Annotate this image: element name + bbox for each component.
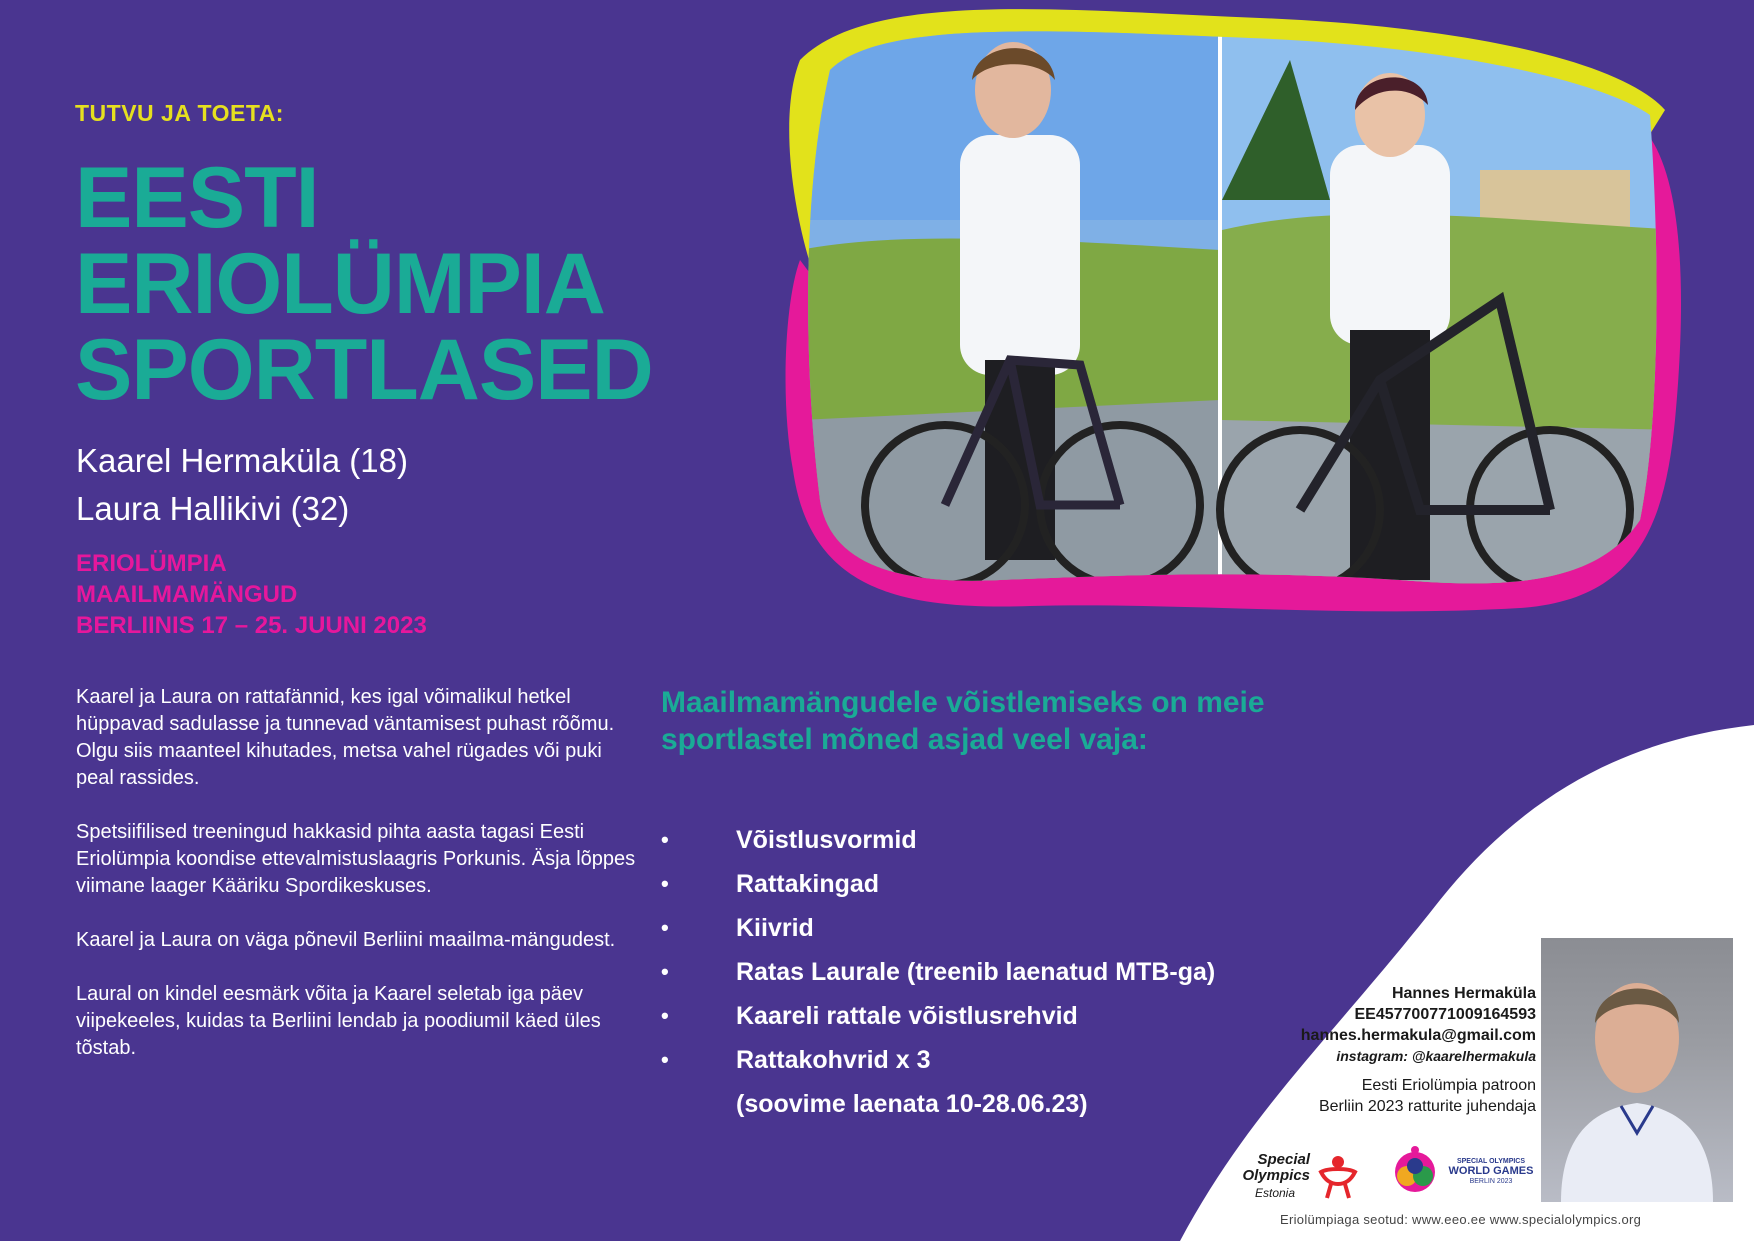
needs-item: • Kiivrid bbox=[661, 906, 1341, 950]
contact-instagram[interactable]: instagram: @kaarelhermakula bbox=[1336, 1048, 1536, 1064]
bullet-icon: • bbox=[661, 1047, 669, 1072]
footer-links[interactable]: Eriolümpiaga seotud: www.eeo.ee www.specialolympics.org bbox=[1280, 1212, 1642, 1227]
world-games-logo: SPECIAL OLYMPICS WORLD GAMES BERLIN 2023 bbox=[1385, 1140, 1535, 1200]
special-olympics-estonia-logo: Special Olympics Estonia bbox=[1215, 1150, 1365, 1200]
photo-laura bbox=[1220, 20, 1682, 620]
athlete-name: Kaarel Hermaküla (18) bbox=[76, 442, 408, 479]
needs-list bbox=[661, 818, 1341, 1126]
bullet-icon: • bbox=[661, 959, 669, 984]
story-paragraph: Laural on kindel eesmärk võita ja Kaarel seletab iga päev viipekeeles, kuidas ta Berliini lendab ja poodiumil käed üles tõstab. bbox=[76, 983, 601, 1059]
title-line: ERIOLÜMPIA bbox=[75, 236, 605, 332]
special-olympics-icon bbox=[1313, 1150, 1363, 1200]
needs-item: • Kaareli rattale võistlusrehvid bbox=[661, 994, 1341, 1038]
story-paragraph: Spetsiifilised treeningud hakkasid pihta aasta tagasi Eesti Eriolümpia koondise ettevalmistuslaagris Porkunis. Äsja lõppes viimane laager Kääriku Spordikeskuses. bbox=[76, 821, 636, 897]
story-text bbox=[76, 684, 636, 1089]
title-line: SPORTLASED bbox=[75, 322, 653, 418]
event-line: BERLIINIS 17 – 25. JUUNI 2023 bbox=[76, 612, 427, 639]
portrait-photo bbox=[1541, 938, 1733, 1202]
contact-iban: EE457700771009164593 bbox=[1354, 1006, 1536, 1023]
needs-item: • Ratas Laurale (treenib laenatud MTB-ga) bbox=[661, 950, 1341, 994]
title-line: EESTI bbox=[75, 150, 319, 246]
kicker-text: TUTVU JA TOETA: bbox=[75, 100, 284, 126]
contact-email[interactable]: hannes.hermakula@gmail.com bbox=[1300, 1027, 1536, 1044]
story-paragraph: Kaarel ja Laura on rattafännid, kes igal võimalikul hetkel hüppavad sadulasse ja tunnevad väntamisest puhast rõõmu. Olgu siis maanteel kihutades, metsa vahel rügades või puki peal rassides. bbox=[76, 686, 615, 789]
bullet-icon: • bbox=[661, 1003, 669, 1028]
bullet-icon: • bbox=[661, 915, 669, 940]
story-paragraph: Kaarel ja Laura on väga põnevil Berliini maailma-mängudest. bbox=[76, 929, 616, 951]
contact-name: Hannes Hermaküla bbox=[1391, 985, 1536, 1002]
event-line: ERIOLÜMPIA bbox=[76, 550, 227, 577]
needs-note: (soovime laenata 10-28.06.23) bbox=[736, 1090, 1088, 1118]
needs-item: • Võistlusvormid bbox=[661, 818, 1341, 862]
event-line: MAAILMAMÄNGUD bbox=[76, 581, 298, 608]
athlete-names bbox=[76, 437, 408, 533]
page-title bbox=[75, 150, 715, 418]
bullet-icon: • bbox=[661, 827, 669, 852]
needs-item: • Rattakohvrid x 3 bbox=[661, 1038, 1341, 1082]
needs-item: • Rattakingad bbox=[661, 862, 1341, 906]
photo-kaarel bbox=[800, 20, 1220, 620]
bullet-icon: • bbox=[661, 871, 669, 896]
world-games-icon bbox=[1385, 1140, 1445, 1200]
contact-block bbox=[1301, 983, 1536, 1117]
needs-heading: Maailmamängudele võistlemiseks on meie sportlastel mõned asjad veel vaja: bbox=[661, 686, 1265, 756]
event-info bbox=[76, 548, 427, 641]
contact-role: Eesti Eriolümpia patroon Berliin 2023 ratturite juhendaja bbox=[1318, 1077, 1536, 1115]
athlete-name: Laura Hallikivi (32) bbox=[76, 490, 350, 527]
